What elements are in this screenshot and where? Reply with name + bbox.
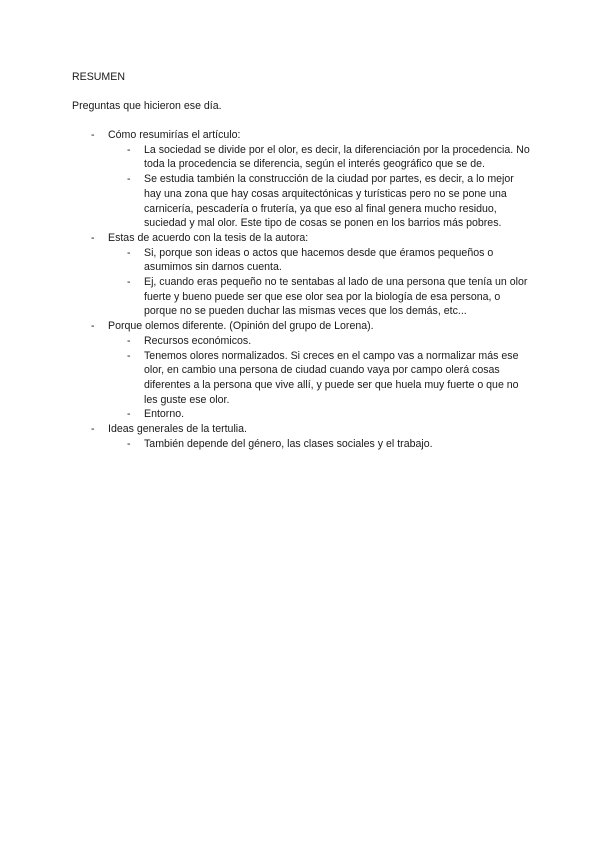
bullet-dash: - [127,246,131,259]
bullet-dash: - [127,408,131,421]
bullet-dash: - [91,320,95,333]
bullet-dash: - [127,349,131,362]
list-item: - Recursos económicos. [127,334,252,347]
bullet-dash: - [91,129,95,141]
section-heading: - Porque olemos diferente. (Opinión del grupo de Lorena). [91,320,374,333]
section-heading: - Ideas generales de la tertulia. [91,423,247,436]
section-heading: - Cómo resumirías el artículo: [91,129,241,141]
bullet-dash: - [127,143,131,156]
document-title: RESUMEN [72,71,125,83]
bullet-dash: - [91,231,95,244]
list-item: - Si, porque son ideas o actos que hacemos desde que éramos pequeños o asumimos sin darnos cuenta. [127,246,494,274]
outline-list [0,128,600,451]
list-item: - Entorno. [127,408,185,421]
bullet-dash: - [127,276,131,289]
bullet-dash: - [127,173,131,186]
bullet-dash: - [91,423,95,436]
list-item: - También depende del género, las clases sociales y el trabajo. [127,437,433,450]
list-item: - La sociedad se divide por el olor, es decir, la diferenciación por la procedencia. No toda la procedencia se diferencia, según el interés geográfico que se de. [127,143,530,171]
list-item: - Tenemos olores normalizados. Si creces en el campo vas a normalizar más ese olor, en cambio una persona de ciudad cuando vaya por campo olerá cosas diferentes a la persona que vive allí, y puede ser que huela muy fuerte o que no les guste ese olor. [127,349,519,406]
list-item: - Se estudia también la construcción de la ciudad por partes, es decir, a lo mejor hay una zona que hay cosas arquitectónicas y turísticas pero no se pone una carnicería, pescadería o frutería, ya que eso al final genera mucho residuo, suciedad y mal olor. Este tipo de cosas se ponen en los barrios más pobres. [127,173,514,230]
list-item: - Ej, cuando eras pequeño no te sentabas al lado de una persona que tenía un olor fuerte y bueno puede ser que ese olor sea por la biología de esa persona, o porque no se pueden duchar las mismas veces que los demás, etc... [127,276,528,318]
section-heading: - Estas de acuerdo con la tesis de la autora: [91,231,309,244]
bullet-dash: - [127,334,131,347]
intro-line: Preguntas que hicieron ese día. [72,100,222,112]
bullet-dash: - [127,437,131,450]
